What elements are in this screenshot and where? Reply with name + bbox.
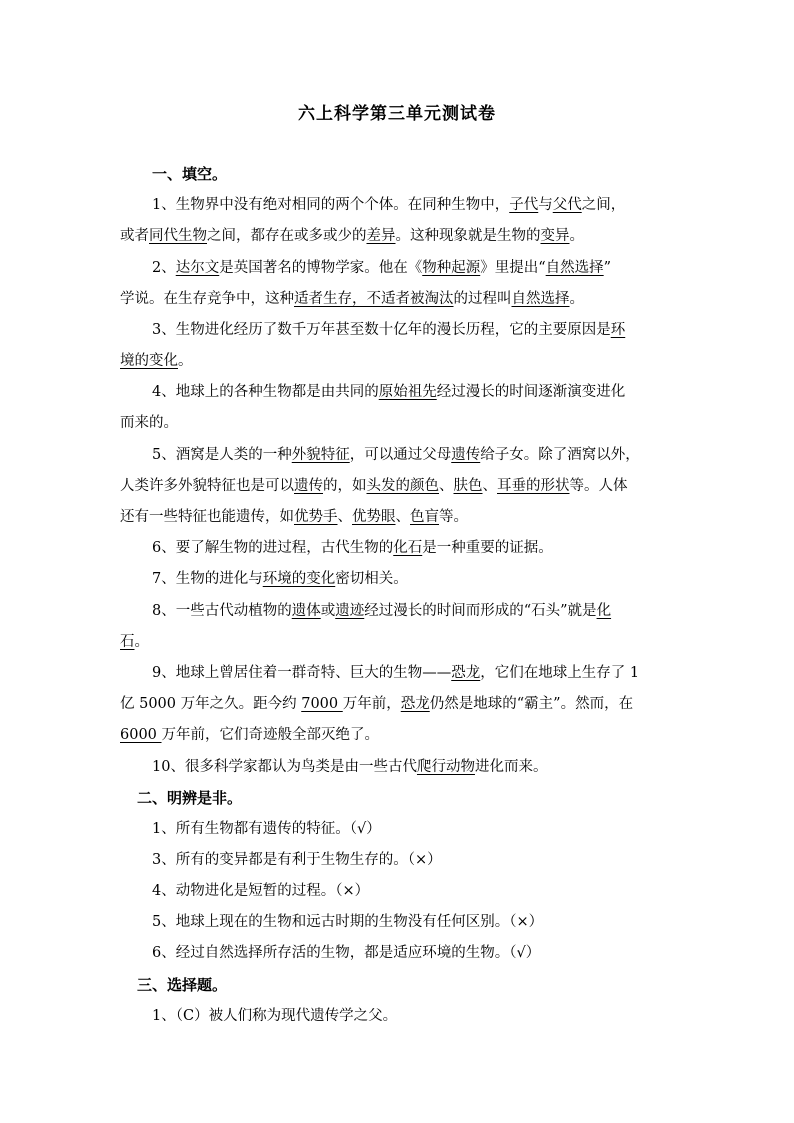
text-segment: 而来的。 [120, 415, 178, 431]
text-segment: 。 [569, 228, 584, 244]
answer-text: 环境的变化 [262, 571, 336, 587]
section-heading [152, 164, 722, 184]
text-segment: 4、地球上的各种生物都是由共同的 [152, 384, 379, 400]
answer-text: 差异 [366, 228, 396, 244]
answer-text: 爬行动物 [416, 759, 475, 775]
answer-text: 恐龙 [451, 665, 481, 681]
section-heading [137, 975, 707, 995]
text-segment: 还有一些特征也能遗传，如 [120, 509, 294, 525]
answer-text: 遗传 [294, 478, 323, 494]
text-segment: 人类许多外貌特征也是可以 [120, 478, 294, 494]
answer-text: 同代生物 [149, 228, 207, 244]
text-segment: 5、酒窝是人类的一种 [152, 447, 292, 463]
text-line [120, 476, 690, 496]
answer-text: 父代 [552, 197, 582, 213]
text-segment: 的过程叫 [453, 291, 512, 307]
text-segment: 1、所有生物都有遗传的特征。（√） [152, 821, 381, 837]
text-segment: 之间，都存在或多或少的 [207, 228, 367, 244]
text-segment: 6、经过自然选择所存活的生物，都是适应环境的生物。（√） [152, 945, 541, 961]
text-line [152, 569, 722, 589]
text-segment: 、 [395, 509, 410, 525]
answer-text: 达尔文 [175, 260, 220, 276]
text-line [152, 819, 722, 839]
text-segment: 5、地球上现在的生物和远古时期的生物没有任何区别。（×） [152, 914, 544, 930]
text-segment: 10、很多科学家都认为鸟类是由一些古代 [152, 759, 417, 775]
text-line [152, 757, 722, 777]
answer-text: 优势眼 [352, 509, 396, 525]
answer-text: 遗迹 [335, 603, 365, 619]
text-segment: 学说。在生存竞争中，这种 [120, 291, 294, 307]
text-segment: 经过漫长的时间而形成的“石头”就是 [364, 603, 597, 619]
text-segment: 2、 [152, 260, 176, 276]
text-line [152, 445, 722, 465]
text-segment: ，它们在地球上生存了 1 [480, 665, 640, 681]
text-line [120, 351, 690, 371]
text-segment: 、 [337, 509, 352, 525]
text-segment: 6、要了解生物的进过程，古代生物的 [152, 540, 394, 556]
text-line [120, 289, 690, 309]
text-segment: 、 [482, 478, 497, 494]
text-line [152, 943, 722, 963]
text-line [152, 601, 722, 621]
text-line [120, 632, 690, 652]
answer-text: 化 [596, 603, 612, 619]
text-segment: 密切相关。 [335, 571, 408, 587]
text-segment: 、 [439, 478, 454, 494]
text-line [120, 413, 690, 433]
text-line [152, 258, 722, 278]
answer-text: 色盲 [410, 509, 439, 525]
text-line [152, 320, 722, 340]
text-line [120, 226, 690, 246]
text-segment: 4、动物进化是短暂的过程。（×） [152, 883, 370, 899]
text-segment: 。这种现象就是生物的 [395, 228, 541, 244]
page-title: 六上科学第三单元测试卷 [298, 104, 496, 124]
text-segment: 》里提出“ [480, 260, 546, 276]
answer-text: 遗传 [451, 447, 481, 463]
answer-text: 外貌特征 [291, 447, 350, 463]
text-line [152, 881, 722, 901]
text-line [152, 1006, 722, 1026]
text-segment: 8、一些古代动植物的 [152, 603, 292, 619]
text-segment: 7、生物的进化与 [152, 571, 263, 587]
text-segment: 二、明辨是非。 [137, 789, 243, 807]
text-line [152, 850, 722, 870]
answer-text: 石 [120, 634, 135, 650]
text-segment: 的，如 [323, 478, 367, 494]
text-segment: 3、所有的变异都是有利于生物生存的。（×） [152, 852, 442, 868]
text-segment: 万年前， [342, 696, 401, 712]
text-line [120, 725, 690, 745]
answer-text: 自然选择 [511, 291, 570, 307]
text-segment: 一、填空。 [152, 165, 228, 183]
text-segment: 等。 [439, 509, 468, 525]
text-segment: 亿 5000 万年之久。距今约 [120, 696, 302, 712]
answer-text: 原始祖先 [378, 384, 437, 400]
text-segment: 。 [134, 634, 149, 650]
text-segment: 3、生物进化经历了数千万年甚至数十亿年的漫长历程，它的主要原因是 [152, 322, 611, 338]
answer-text: 化石 [393, 540, 423, 556]
answer-text: 遗体 [291, 603, 321, 619]
text-line [120, 694, 690, 714]
text-line [152, 195, 722, 215]
answer-text: 子代 [509, 197, 539, 213]
text-segment: 给子女。除了酒窝以外， [480, 447, 640, 463]
text-segment: 或者 [120, 228, 149, 244]
answer-text: 环 [610, 322, 626, 338]
text-segment: 1、生物界中没有绝对相同的两个个体。在同种生物中， [152, 197, 510, 213]
text-segment: 进化而来。 [474, 759, 548, 775]
answer-text: 肤色 [453, 478, 483, 494]
text-segment: ” [603, 260, 612, 276]
answer-text: 境的变化 [120, 353, 178, 369]
answer-text: 自然选择 [545, 260, 604, 276]
answer-text: 6000 [120, 727, 162, 743]
text-segment: 等。人体 [569, 478, 628, 494]
text-segment: 。 [569, 291, 584, 307]
answer-text: 头发的颜色 [366, 478, 439, 494]
text-segment: 是一种重要的证据。 [422, 540, 553, 556]
text-line [152, 538, 722, 558]
text-segment: 9、地球上曾居住着一群奇特、巨大的生物—— [152, 665, 452, 681]
text-segment: 与 [538, 197, 553, 213]
text-segment: 。 [178, 353, 193, 369]
answer-text: 恐龙 [400, 696, 430, 712]
answer-text: 适者生存，不适者被淘汰 [294, 291, 454, 307]
text-line [120, 507, 690, 527]
text-segment: 万年前，它们奇迹般全部灭绝了。 [161, 727, 380, 743]
section-heading [137, 788, 707, 808]
text-segment: 是英国著名的博物学家。他在《 [219, 260, 423, 276]
answer-text: 优势手 [294, 509, 338, 525]
answer-text: 物种起源 [422, 260, 481, 276]
text-line [152, 382, 722, 402]
text-line [152, 912, 722, 932]
text-segment: 经过漫长的时间逐渐演变进化 [436, 384, 626, 400]
text-segment: 或 [320, 603, 336, 619]
text-segment: ，可以通过父母 [349, 447, 452, 463]
text-segment: 仍然是地球的“霸主”。然而，在 [429, 696, 634, 712]
text-segment: 之间， [581, 197, 626, 213]
answer-text: 7000 [301, 696, 343, 712]
answer-text: 耳垂的形状 [497, 478, 570, 494]
text-segment: 1、（C）被人们称为现代遗传学之父。 [152, 1008, 398, 1024]
answer-text: 变异 [540, 228, 570, 244]
text-line [152, 663, 722, 683]
text-segment: 三、选择题。 [137, 976, 228, 994]
